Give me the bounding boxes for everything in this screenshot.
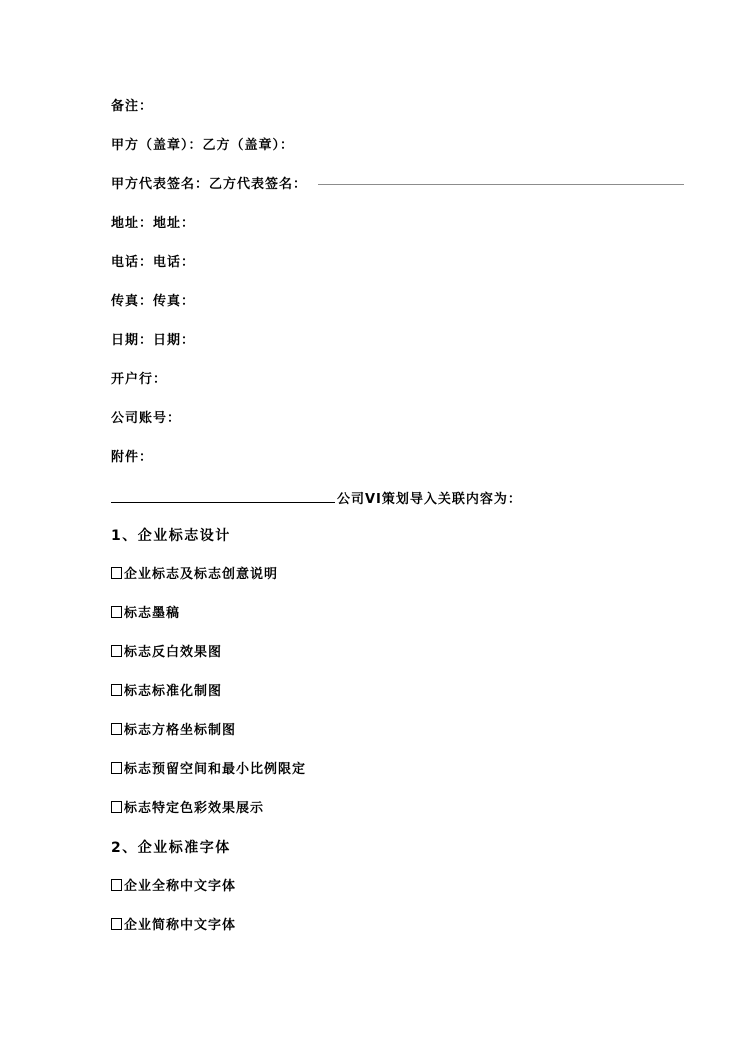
checkbox[interactable] — [111, 879, 122, 891]
checklist-item-label: 企业标志及标志创意说明 — [124, 567, 279, 582]
intro-line — [111, 489, 522, 508]
fill-in-blank — [111, 489, 335, 503]
phone-line: 电话：电话： — [111, 255, 196, 270]
checkbox[interactable] — [111, 801, 122, 813]
date-line: 日期：日期： — [111, 333, 196, 348]
checklist-item — [111, 645, 222, 661]
account-line: 公司账号： — [111, 411, 182, 426]
signature-line: 甲方代表签名：乙方代表签名： — [111, 177, 308, 192]
section-title: 1、企业标志设计 — [111, 528, 231, 544]
checklist-item — [111, 918, 236, 934]
checkbox[interactable] — [111, 567, 122, 579]
checklist-item-label: 标志墨稿 — [124, 606, 181, 621]
checklist-item — [111, 606, 180, 622]
checklist-item-label: 标志特定色彩效果展示 — [124, 801, 265, 816]
checklist-item-label: 标志方格坐标制图 — [124, 723, 237, 738]
section-title: 2、企业标准字体 — [111, 840, 231, 856]
checkbox[interactable] — [111, 918, 122, 930]
checkbox[interactable] — [111, 684, 122, 696]
horizontal-rule — [318, 184, 684, 185]
checklist-item-label: 标志反白效果图 — [124, 645, 223, 660]
checkbox[interactable] — [111, 645, 122, 657]
checklist-item-label: 标志预留空间和最小比例限定 — [124, 762, 307, 777]
bank-line: 开户行： — [111, 372, 168, 387]
attachment-line: 附件： — [111, 450, 154, 465]
checkbox[interactable] — [111, 723, 122, 735]
checklist-item-label: 企业全称中文字体 — [124, 879, 237, 894]
fax-line: 传真：传真： — [111, 294, 196, 309]
checklist-item — [111, 723, 236, 739]
checkbox[interactable] — [111, 762, 122, 774]
checkbox[interactable] — [111, 606, 122, 618]
checklist-item — [111, 801, 264, 817]
checklist-item-label: 标志标准化制图 — [124, 684, 223, 699]
checklist-item — [111, 567, 278, 583]
address-line: 地址：地址： — [111, 216, 196, 231]
seal-line: 甲方（盖章）：乙方（盖章）： — [111, 138, 295, 153]
checklist-item — [111, 762, 306, 778]
checklist-item-label: 企业简称中文字体 — [124, 918, 237, 933]
checklist-item — [111, 879, 236, 895]
intro-text: 公司VI策划导入关联内容为： — [337, 492, 522, 507]
checklist-item — [111, 684, 222, 700]
remark-label: 备注： — [111, 99, 154, 114]
